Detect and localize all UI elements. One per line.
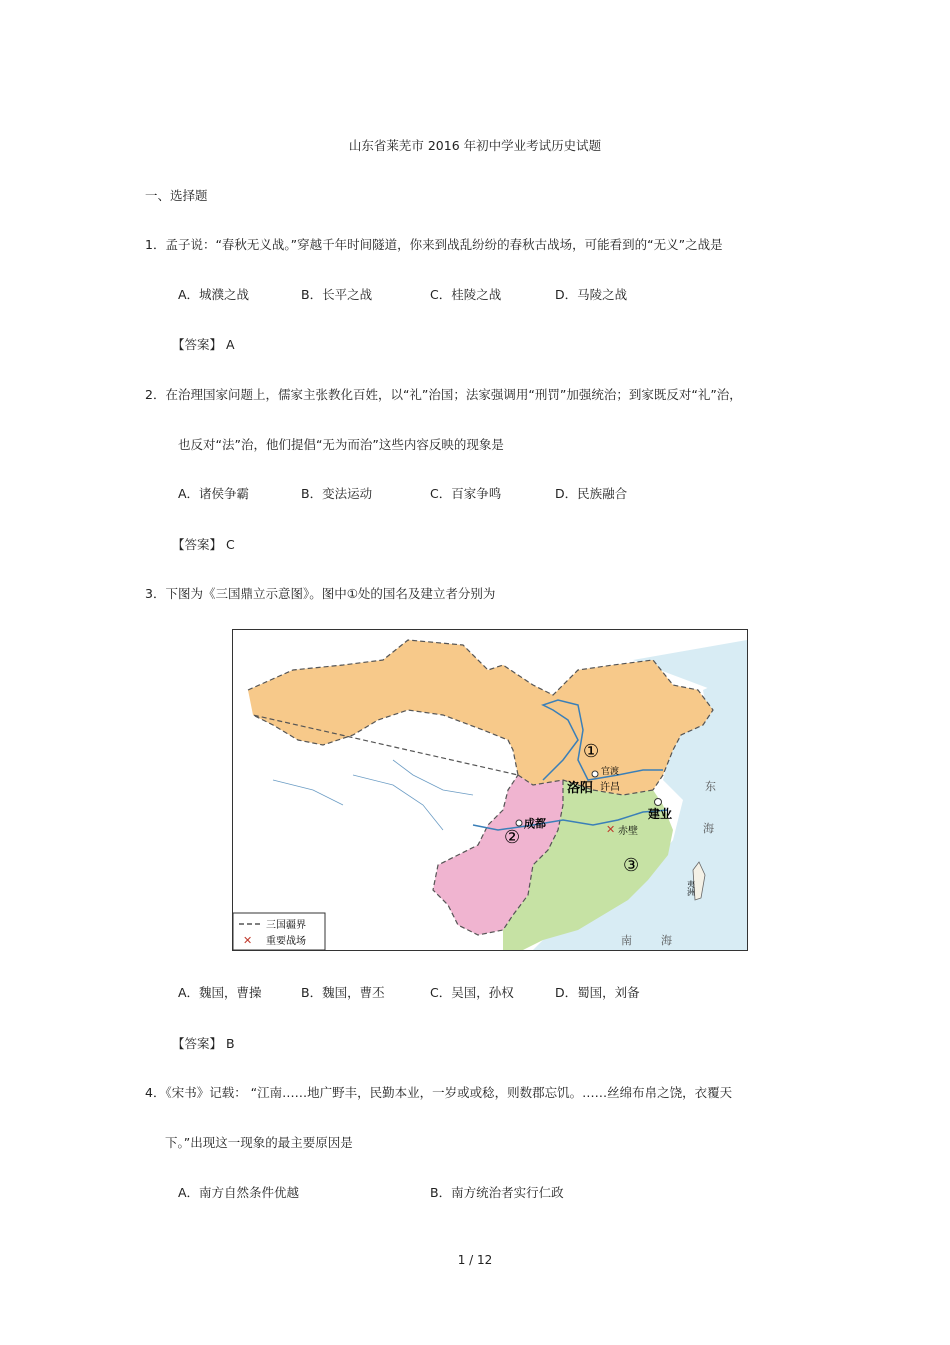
question-2-option-b: B．变法运动 <box>301 486 373 501</box>
battle-chibi-icon: ✕ <box>606 823 616 836</box>
question-2-option-d: D．民族融合 <box>555 486 628 501</box>
question-2-answer: 【答案】 C <box>172 537 235 552</box>
map-marker-wei: ① <box>583 741 600 762</box>
city-jianye: 建业 <box>648 807 673 821</box>
question-2-stem: 2．在治理国家问题上，儒家主张教化百姓，以“礼”治国；法家强调用“刑罚”加强统治；到家既反对“礼”治， <box>145 387 742 402</box>
city-dot-guandu <box>592 771 598 777</box>
city-xuchang: 许昌 <box>600 782 620 793</box>
question-3-option-b: B．魏国，曹丕 <box>301 985 385 1000</box>
question-4-stem-continued: 下。”出现这一现象的最主要原因是 <box>165 1135 353 1150</box>
city-dot-chengdu <box>516 820 522 826</box>
question-4-stem: 4．《宋书》记载： “江南……地广野丰，民勤本业，一岁或或稔，则数郡忘饥。……丝绵布帛之饶，衣覆天 <box>145 1085 733 1100</box>
legend-battle-label: 重要战场 <box>266 936 306 947</box>
question-2-option-c: C．百家争鸣 <box>430 486 502 501</box>
question-3-option-a: A．魏国，曹操 <box>178 985 262 1000</box>
island-label-yizhou: 夷洲 <box>686 880 696 896</box>
city-chengdu: 成都 <box>524 817 546 830</box>
sea-label-south-2: 海 <box>661 934 672 947</box>
question-1-option-d: D．马陵之战 <box>555 287 628 302</box>
question-1-option-a: A．城濮之战 <box>178 287 250 302</box>
city-luoyang: 洛阳 <box>567 781 594 796</box>
question-2-option-a: A．诸侯争霸 <box>178 486 250 501</box>
city-dot-jianye <box>655 799 662 806</box>
map-marker-wu: ③ <box>623 855 640 876</box>
question-1-answer: 【答案】 A <box>172 337 235 352</box>
legend-battle-icon: ✕ <box>243 934 253 947</box>
three-kingdoms-map <box>232 629 748 951</box>
question-1-option-c: C．桂陵之战 <box>430 287 502 302</box>
section-heading: 一、选择题 <box>145 188 208 203</box>
question-3-option-c: C．吴国，孙权 <box>430 985 514 1000</box>
page-number: 1 / 12 <box>457 1253 493 1267</box>
question-4-option-b: B．南方统治者实行仁政 <box>430 1185 564 1200</box>
question-3-option-d: D．蜀国，刘备 <box>555 985 640 1000</box>
question-1-stem: 1．孟子说：“春秋无义战。”穿越千年时间隧道，你来到战乱纷纷的春秋古战场，可能看到的“无义”之战是 <box>145 237 723 252</box>
city-chibi: 赤壁 <box>618 826 638 837</box>
question-3-stem: 3．下图为《三国鼎立示意图》。图中①处的国名及建立者分别为 <box>145 586 496 601</box>
minor-rivers <box>273 760 473 830</box>
city-guandu: 官渡 <box>601 767 620 777</box>
document-title: 山东省莱芜市 2016 年初中学业考试历史试题 <box>348 138 602 153</box>
question-4-option-a: A．南方自然条件优越 <box>178 1185 300 1200</box>
sea-label-south-1: 南 <box>621 934 632 947</box>
map-marker-shu: ② <box>504 827 521 848</box>
sea-label-east-2: 海 <box>703 822 714 835</box>
sea-label-east-1: 东 <box>705 780 716 793</box>
question-1-option-b: B．长平之战 <box>301 287 373 302</box>
legend-border-label: 三国疆界 <box>266 920 306 931</box>
question-3-answer: 【答案】 B <box>172 1036 235 1051</box>
question-2-stem-continued: 也反对“法”治，他们提倡“无为而治”这些内容反映的现象是 <box>178 437 504 452</box>
